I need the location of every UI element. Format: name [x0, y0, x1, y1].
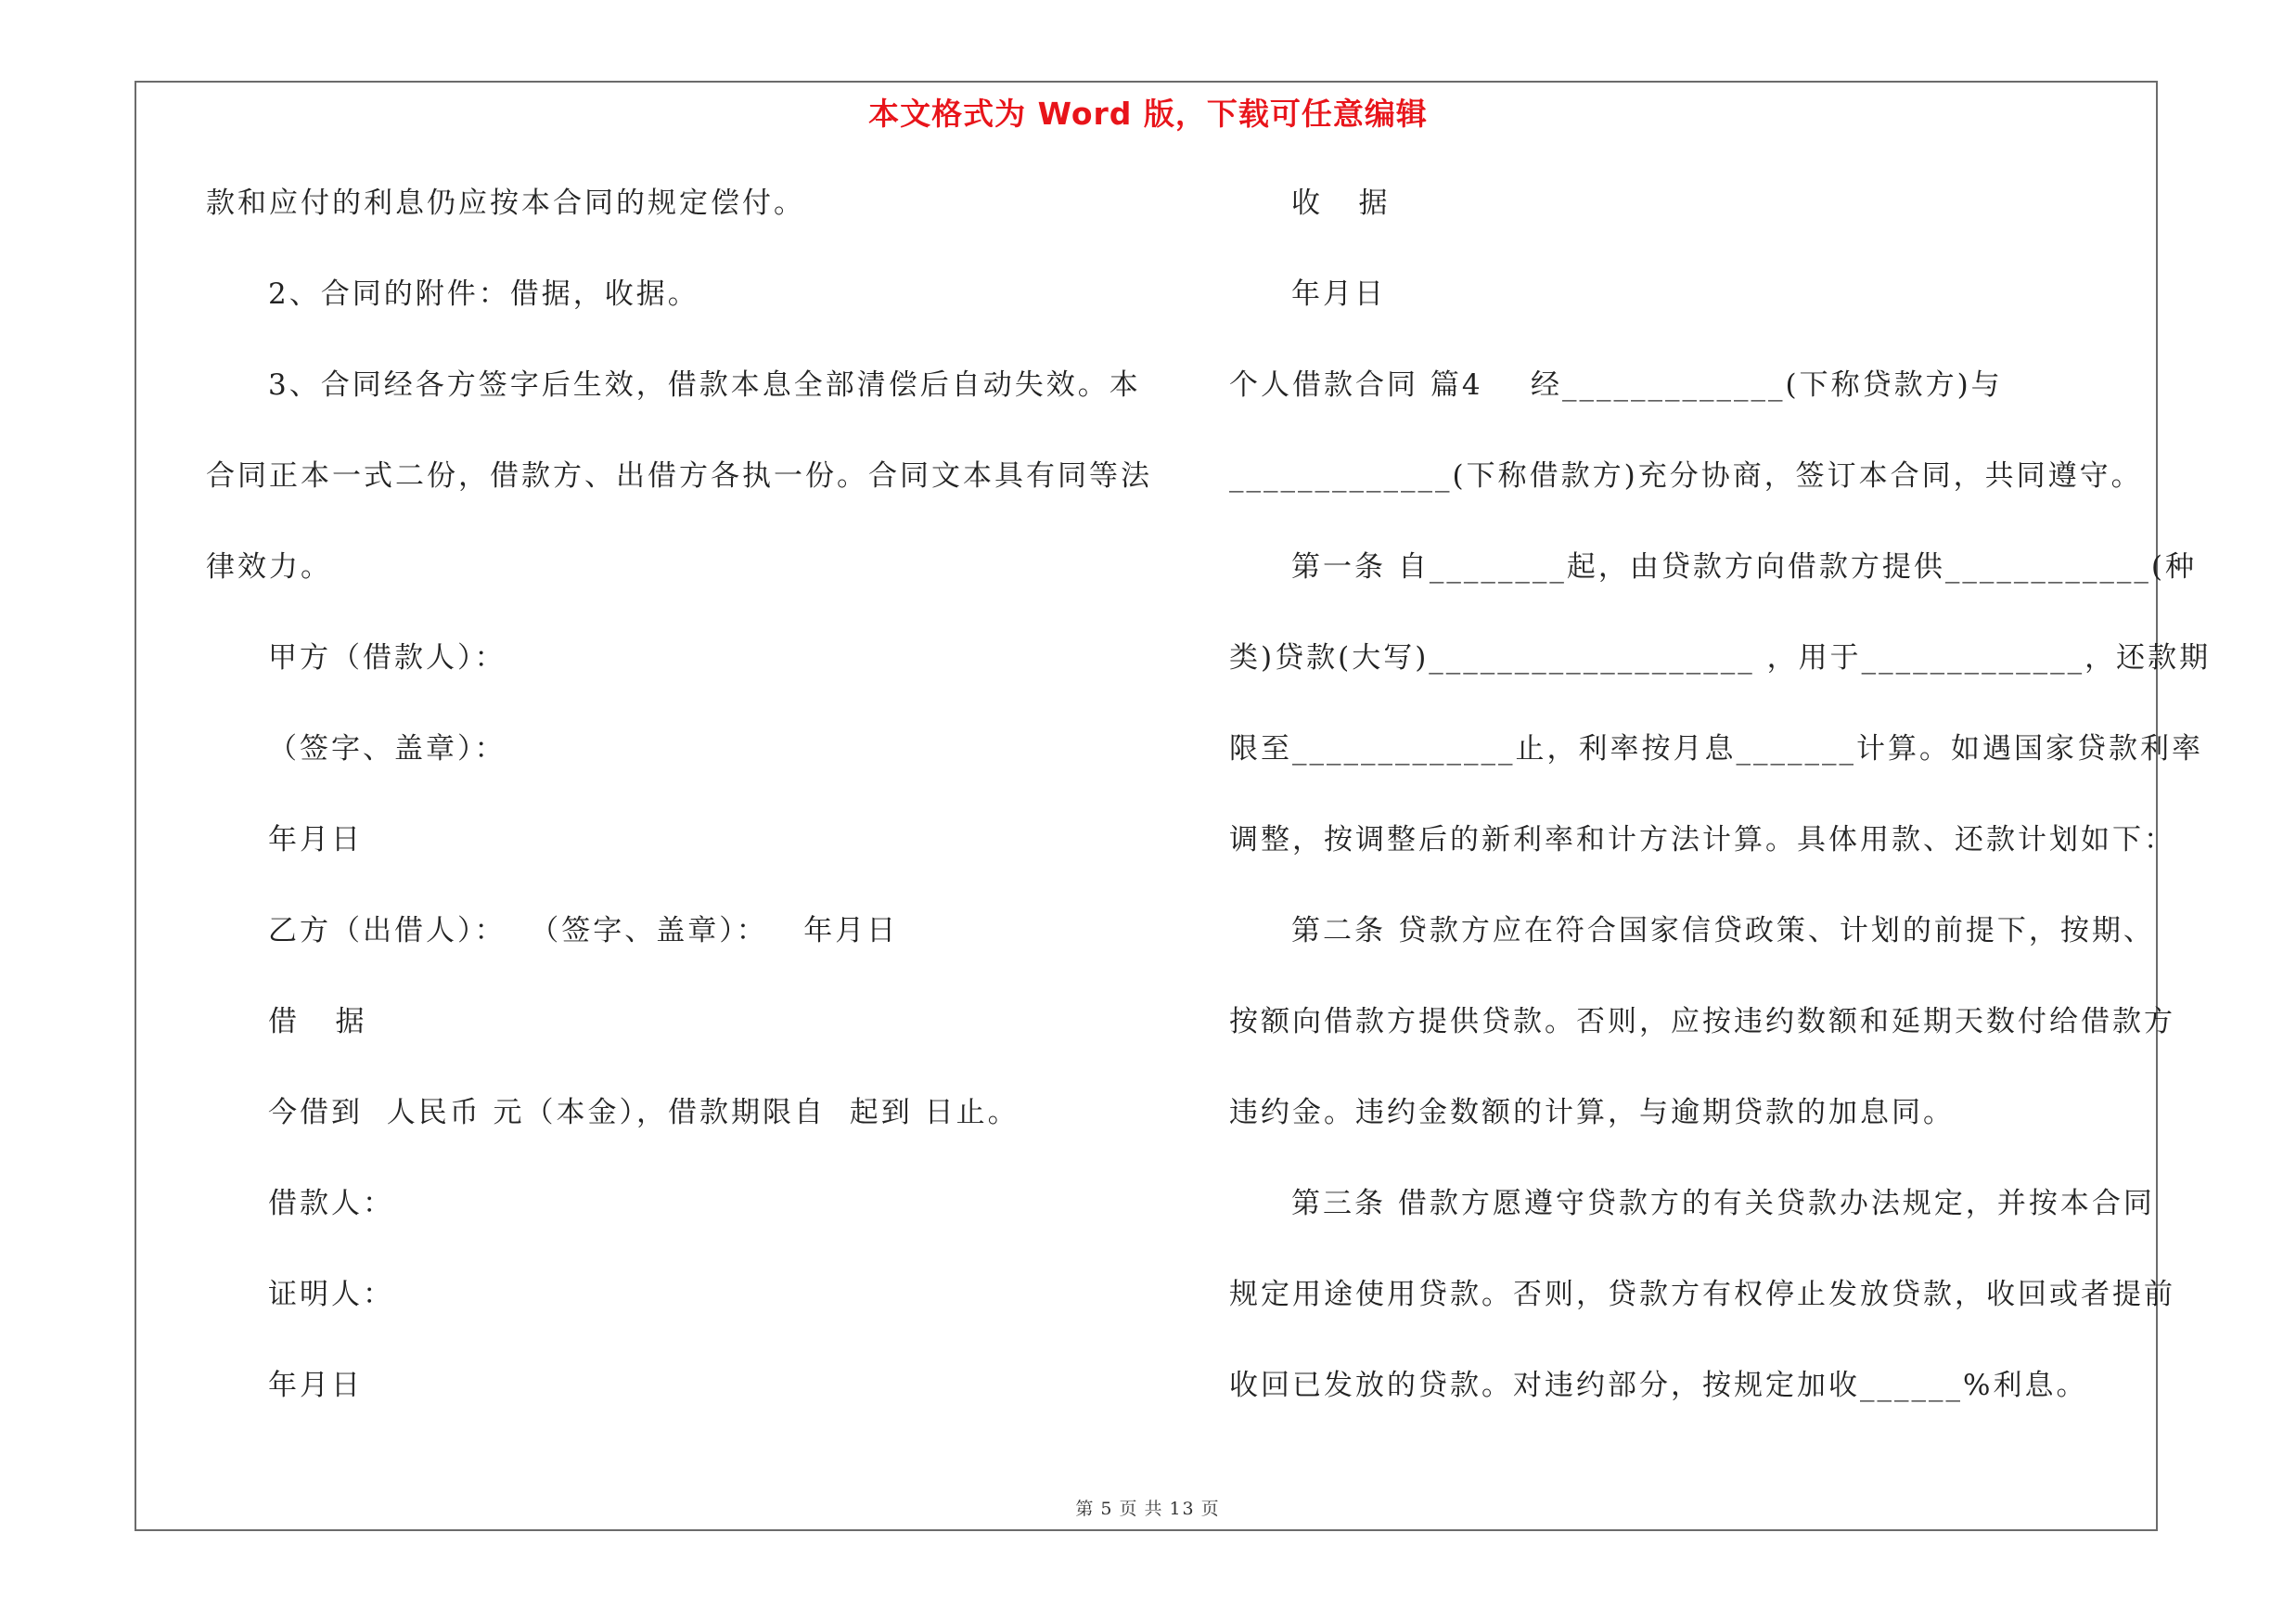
right-line-2: 年月日	[1291, 277, 1386, 311]
right-line-10: 按额向借款方提供贷款。否则，应按违约数额和延期天数付给借款方	[1229, 1005, 2175, 1038]
right-line-13: 规定用途使用贷款。否则，贷款方有权停止发放贷款，收回或者提前	[1229, 1278, 2175, 1311]
footer-total-prefix: 共	[1144, 1499, 1164, 1519]
page-number-footer	[0, 1495, 2296, 1520]
right-line-5: 第一条 自________起，由贷款方向借款方提供____________(种	[1291, 550, 2197, 584]
left-line-7: （签字、盖章）：	[268, 732, 507, 766]
footer-suffix: 页	[1200, 1499, 1221, 1519]
left-line-2: 2、合同的附件：借据，收据。	[268, 277, 699, 311]
left-line-14: 年月日	[268, 1369, 363, 1402]
left-line-1: 款和应付的利息仍应按本合同的规定偿付。	[206, 187, 805, 220]
right-line-12: 第三条 借款方愿遵守贷款方的有关贷款办法规定，并按本合同	[1291, 1187, 2155, 1220]
footer-page-word: 页	[1119, 1499, 1139, 1519]
left-line-10: 借 据	[268, 1005, 367, 1038]
left-line-5: 律效力。	[206, 550, 332, 584]
left-line-13: 证明人：	[268, 1278, 394, 1311]
right-line-8: 调整，按调整后的新利率和计方法计算。具体用款、还款计划如下：	[1229, 823, 2175, 857]
right-line-6: 类)贷款(大写)___________________ ，用于_____________，还款期	[1229, 641, 2212, 675]
left-line-4: 合同正本一式二份，借款方、出借方各执一份。合同文本具有同等法	[206, 459, 1152, 493]
left-line-3: 3、合同经各方签字后生效，借款本息全部清偿后自动失效。本	[268, 368, 1141, 402]
left-line-6: 甲方（借款人）：	[268, 641, 507, 675]
left-line-12: 借款人：	[268, 1187, 394, 1220]
left-line-8: 年月日	[268, 823, 363, 857]
right-line-7: 限至_____________止，利率按月息_______计算。如遇国家贷款利率	[1229, 732, 2203, 766]
word-format-banner: 本文格式为 Word 版，下载可任意编辑	[868, 96, 1428, 132]
total-pages-number: 13	[1169, 1499, 1196, 1519]
left-line-11: 今借到 人民币 元（本金），借款期限自 起到 日止。	[268, 1096, 1020, 1129]
current-page-number: 5	[1100, 1499, 1114, 1519]
right-line-3: 个人借款合同 篇4 经_____________(下称贷款方)与	[1229, 368, 2003, 402]
footer-prefix: 第	[1075, 1499, 1096, 1519]
right-line-9: 第二条 贷款方应在符合国家信贷政策、计划的前提下，按期、	[1291, 914, 2155, 947]
left-line-9: 乙方（出借人）： （签字、盖章）： 年月日	[268, 914, 899, 947]
right-line-1: 收 据	[1291, 187, 1391, 220]
right-line-11: 违约金。违约金数额的计算，与逾期贷款的加息同。	[1229, 1096, 1955, 1129]
right-line-4: _____________(下称借款方)充分协商，签订本合同，共同遵守。	[1229, 459, 2143, 493]
right-line-14: 收回已发放的贷款。对违约部分，按规定加收______%利息。	[1229, 1369, 2088, 1402]
